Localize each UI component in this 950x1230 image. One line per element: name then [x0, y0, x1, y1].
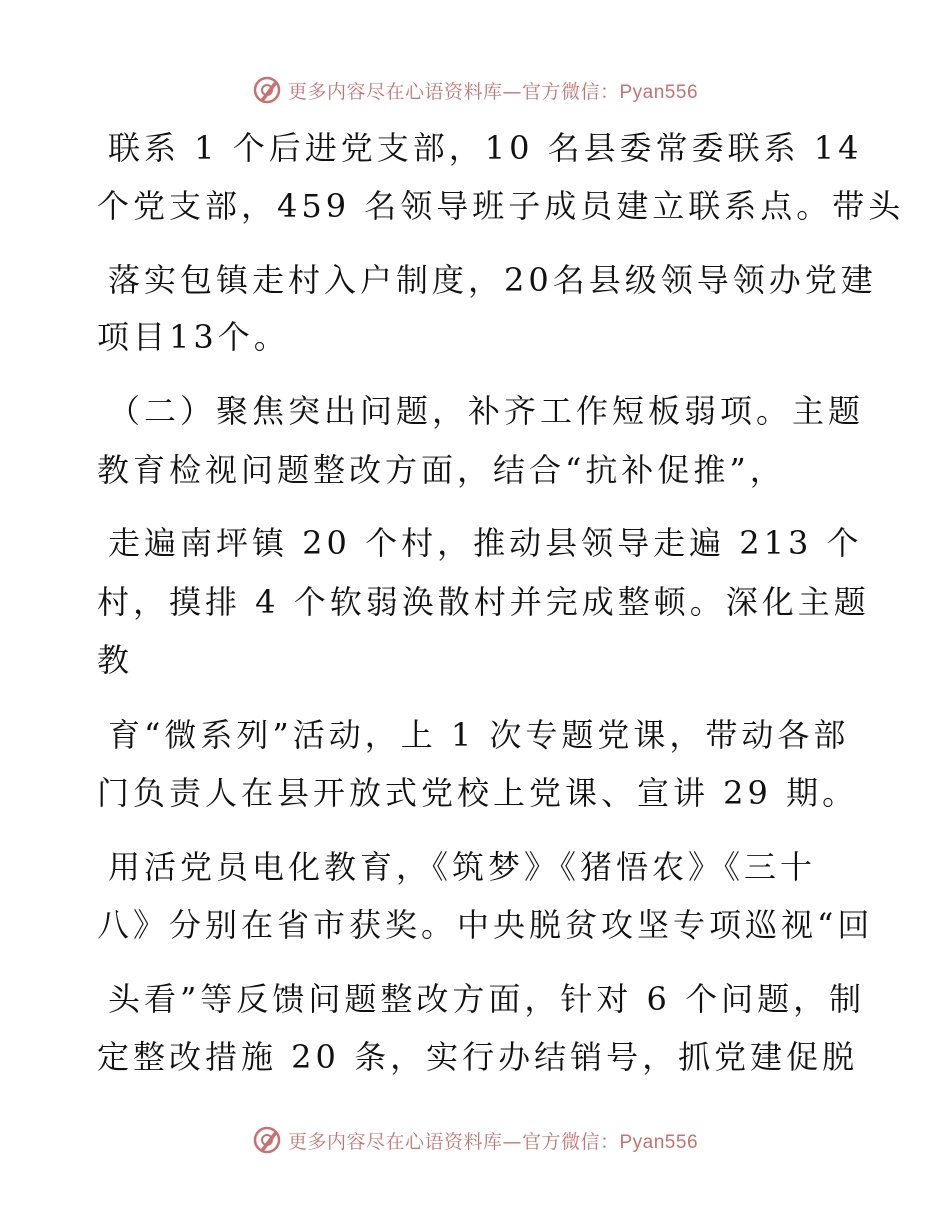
watermark-cn-text: 更多内容尽在心语资料库 — [287, 1130, 503, 1153]
body-line: 教育检视问题整改方面，结合“抗补促推”， — [97, 451, 786, 489]
body-line: 联系 1 个后进党支部，10 名县委常委联系 14 — [108, 129, 863, 167]
watermark-wechat-label: 官方微信： — [521, 80, 620, 103]
pen-logo-icon — [252, 1125, 282, 1155]
body-line: 头看”等反馈问题整改方面，针对 6 个问题，制 — [108, 980, 866, 1018]
body-line: 教 — [97, 641, 134, 679]
body-line: 八》分别在省市获奖。中央脱贫攻坚专项巡视“回 — [97, 906, 874, 944]
body-line: （二）聚焦突出问题，补齐工作短板弱项。主题 — [108, 392, 865, 430]
body-line: 用活党员电化教育，《筑梦》《猪悟农》《三十 — [108, 848, 817, 886]
watermark-cn-text: 更多内容尽在心语资料库 — [287, 80, 503, 103]
watermark-text — [288, 1127, 698, 1154]
watermark-dash: — — [502, 80, 522, 103]
watermark-wechat-label: 官方微信： — [521, 1130, 620, 1153]
body-line: 项目13个。 — [97, 318, 290, 356]
body-line: 个党支部，459 名领导班子成员建立联系点。带头 — [97, 187, 905, 225]
body-line: 门负责人在县开放式党校上党课、宣讲 29 期。 — [97, 774, 859, 812]
body-line: 落实包镇走村入户制度，20名县级领导领办党建 — [108, 261, 877, 299]
watermark-wechat-id: Pyan556 — [619, 1131, 699, 1153]
watermark-dash: — — [502, 1130, 522, 1153]
watermark-wechat-id: Pyan556 — [619, 81, 699, 103]
watermark-footer — [0, 1120, 950, 1160]
body-line: 村，摸排 4 个软弱涣散村并完成整顿。深化主题 — [97, 583, 870, 621]
body-line: 定整改措施 20 条，实行办结销号，抓党建促脱 — [97, 1038, 859, 1076]
body-line: 走遍南坪镇 20 个村，推动县领导走遍 213 个 — [108, 524, 863, 562]
body-line: 育“微系列”活动，上 1 次专题党课，带动各部 — [108, 716, 850, 754]
